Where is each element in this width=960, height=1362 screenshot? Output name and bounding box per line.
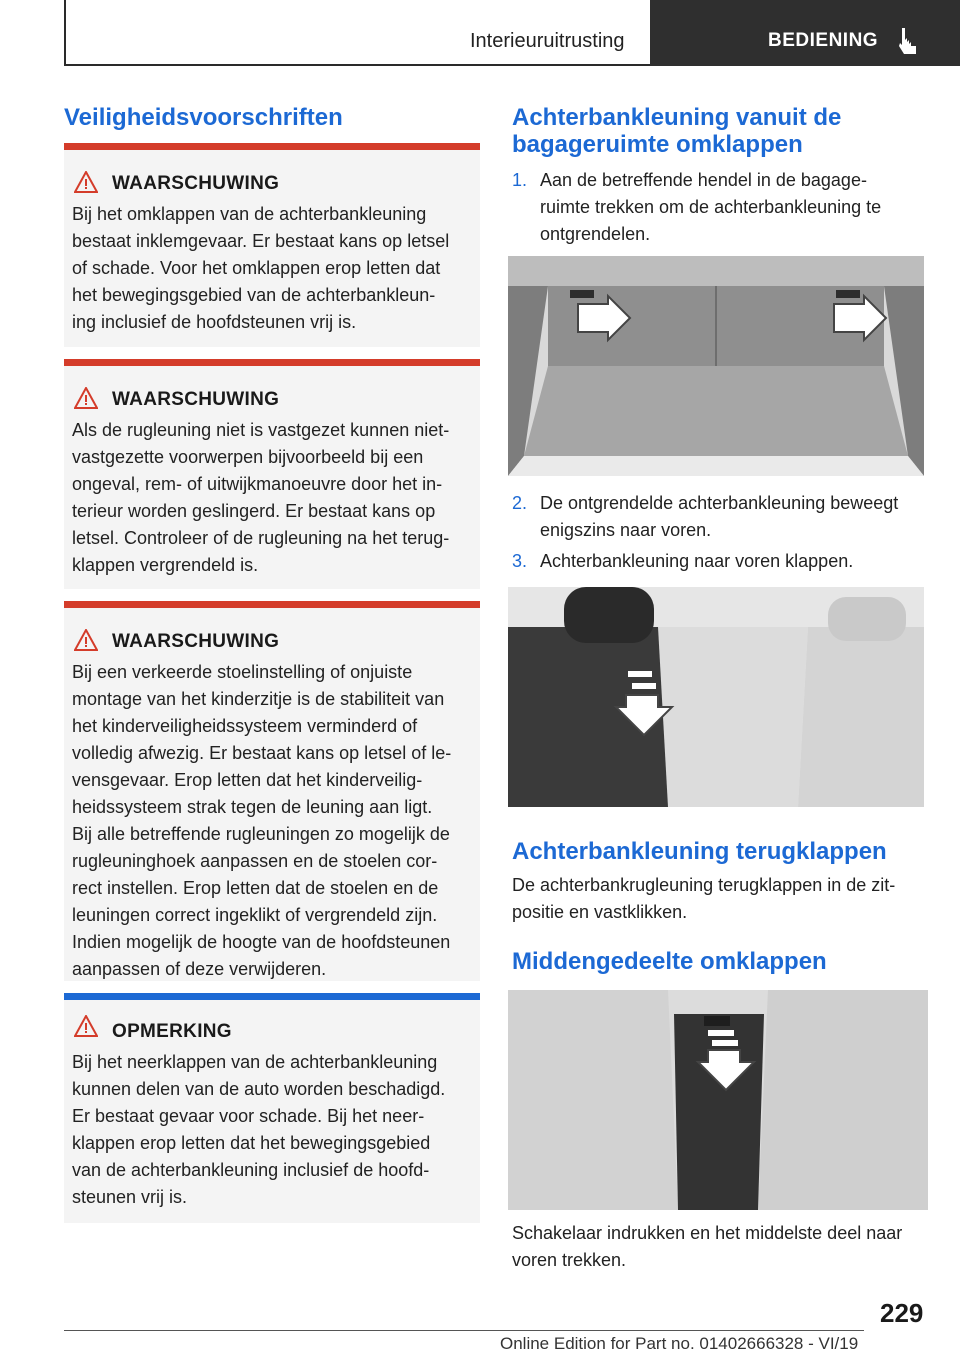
fold-back-text: De achterbankrugleuning terugklappen in de zit- positie en vastklikken. [512, 875, 896, 922]
warning-bar [64, 143, 480, 150]
seat-fold-photo [508, 587, 924, 807]
footer-rule [64, 1330, 864, 1331]
info-text: Bij het neerklappen van de achterbankleuning kunnen delen van de auto worden beschadigd. Er bestaat gevaar voor schade. Bij het neer- klappen erop letten dat het bewegingsgebied van de achterbankleuning inclusief de hoofd- steunen vrij is. [72, 1052, 446, 1207]
safety-title: Veiligheidsvoorschriften [64, 104, 343, 131]
center-section-text: Schakelaar indrukken en het middelste deel naar voren trekken. [512, 1223, 903, 1270]
step-2 [512, 490, 932, 544]
pointing-hand-icon [896, 26, 922, 56]
center-section-photo [508, 990, 928, 1210]
fold-back-title: Achterbankleuning terugklappen [512, 838, 887, 865]
center-section-title: Middengedeelte omklappen [512, 948, 827, 975]
warning-bar [64, 601, 480, 608]
page-number: 229 [880, 1298, 924, 1328]
step-text: De ontgrendelde achterbankleuning beweegt enigszins naar voren. [540, 493, 899, 540]
step-number: 1. [512, 170, 528, 190]
chapter-label: BEDIENING [768, 30, 879, 51]
warning-text: Bij een verkeerde stoelinstelling of onjuiste montage van het kinderzitje is de stabiliteit van het kinderveiligheidssysteem verminderd of volledig afwezig. Er bestaat kans op letsel of le- vensgevaar. Erop letten dat het kinderveilig- heidssysteem strak tegen de leuning aan ligt. Bij alle betreffende rugleuningen zo mogelijk de rugleuninghoek aanpassen en de stoelen cor- rect instellen. Erop letten dat de stoelen en de leuningen correct ingeklikt of vergrendeld zijn. Indien mogelijk de hoogte van de hoofdsteunen aanpassen of deze verwijderen. [72, 662, 452, 979]
warning-heading: WAARSCHUWING [112, 173, 280, 194]
step-3 [512, 548, 932, 575]
step-text: Aan de betreffende hendel in de bagage- ruimte trekken om de achterbankleuning te ontgrendelen. [540, 170, 882, 244]
fold-from-trunk-title: Achterbankleuning vanuit de bagageruimte omklappen [512, 104, 842, 158]
warning-text: Bij het omklappen van de achterbankleuning bestaat inklemgevaar. Er bestaat kans op letsel of schade. Voor het omklappen erop letten dat het bewegingsgebied van de achterbankleun- ing inclusief de hoofdsteunen vrij is. [72, 204, 450, 332]
chapter-tab [650, 0, 960, 66]
warning-note-1 [64, 143, 480, 347]
step-text: Achterbankleuning naar voren klappen. [540, 551, 854, 571]
step-number: 3. [512, 551, 528, 571]
warning-text: Als de rugleuning niet is vastgezet kunnen niet- vastgezette voorwerpen bijvoorbeeld bij een ongeval, rem- of uitwijkmanoeuvre door het in- terieur worden geslingerd. Er bestaat kans op letsel. Controleer of de rugleuning na het terug- klappen vergrendeld is. [72, 420, 450, 575]
info-bar [64, 993, 480, 1000]
info-note [64, 993, 480, 1223]
warning-note-2 [64, 359, 480, 589]
info-heading: OPMERKING [112, 1021, 232, 1042]
warning-triangle-icon [74, 171, 98, 193]
trunk-photo [508, 256, 924, 476]
warning-triangle-icon [74, 1015, 98, 1037]
warning-heading: WAARSCHUWING [112, 631, 280, 652]
step-1 [512, 167, 932, 248]
warning-triangle-icon [74, 387, 98, 409]
warning-bar [64, 359, 480, 366]
edition-text: Online Edition for Part no. 01402666328 - VI/19 [500, 1334, 859, 1353]
header-left-rule [64, 0, 66, 66]
step-number: 2. [512, 493, 528, 513]
warning-triangle-icon [74, 629, 98, 651]
header-bottom-rule [64, 64, 650, 66]
warning-heading: WAARSCHUWING [112, 389, 280, 410]
warning-note-3 [64, 601, 480, 981]
section-title: Interieuruitrusting [470, 30, 625, 52]
